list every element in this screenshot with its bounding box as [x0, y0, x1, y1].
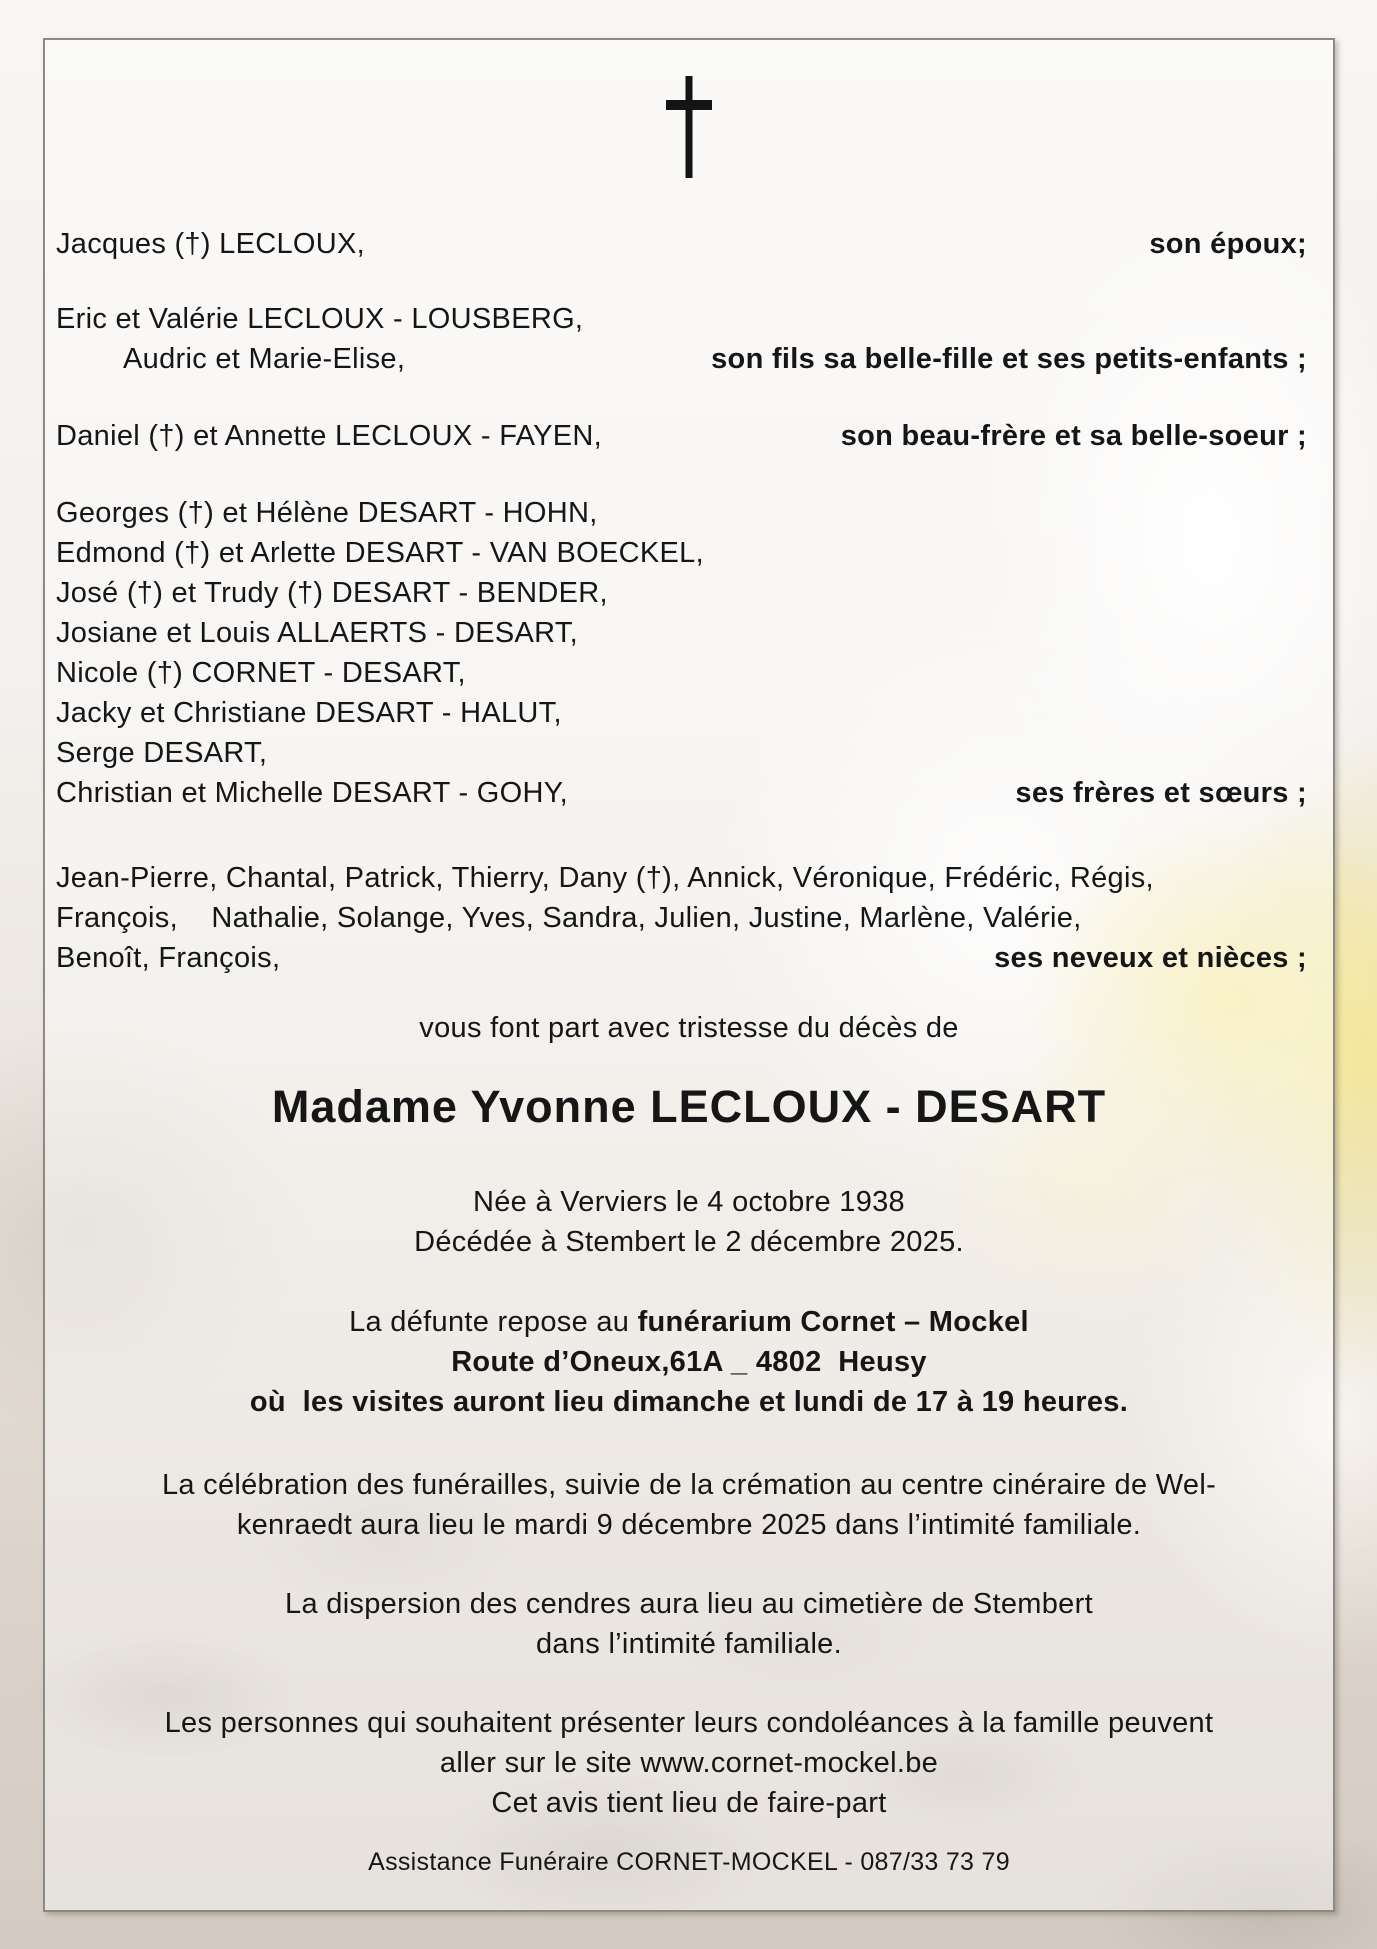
family-row [45, 773, 1333, 813]
family-row [45, 898, 1333, 938]
announcement-text: vous font part avec tristesse du décès de [419, 1012, 959, 1044]
family-row [45, 613, 1333, 653]
family-row [45, 653, 1333, 693]
family-row [45, 493, 1333, 533]
family-names: Nicole (†) CORNET - DESART, [56, 657, 466, 689]
relation-label: ses frères et sœurs ; [1015, 777, 1307, 809]
address-line: Route d’Oneux,61A _ 4802 Heusy [451, 1346, 927, 1378]
relation-label: ses neveux et nièces ; [994, 942, 1307, 974]
family-names: José (†) et Trudy (†) DESART - BENDER, [56, 577, 608, 609]
family-list [45, 224, 1333, 978]
family-names: Jean-Pierre, Chantal, Patrick, Thierry, Dany (†), Annick, Véronique, Frédéric, Régis, [56, 862, 1154, 894]
family-row [45, 533, 1333, 573]
family-names: Audric et Marie-Elise, [123, 343, 406, 375]
family-row [45, 339, 1333, 379]
relation-label: son beau-frère et sa belle-soeur ; [840, 420, 1307, 452]
death-line: Décédée à Stembert le 2 décembre 2025. [414, 1226, 964, 1258]
family-names: François, Nathalie, Solange, Yves, Sandra, Julien, Justine, Marlène, Valérie, [56, 902, 1082, 934]
condolences-website-line: aller sur le site www.cornet-mockel.be [439, 1747, 939, 1779]
family-names: Josiane et Louis ALLAERTS - DESART, [56, 617, 579, 649]
condolences-line-1: Les personnes qui souhaitent présenter leurs condoléances à la famille peuvent [164, 1707, 1214, 1739]
cross-icon [666, 76, 712, 178]
family-names: Jacques (†) LECLOUX, [56, 228, 366, 260]
deceased-name: Madame Yvonne LECLOUX - DESART [271, 1081, 1107, 1132]
funeral-home-name: funérarium Cornet – Mockel [637, 1306, 1029, 1338]
dispersion-line-1: La dispersion des cendres aura lieu au cimetière de Stembert [285, 1588, 1093, 1620]
footer-text: Assistance Funéraire CORNET-MOCKEL - 087/33 73 79 [368, 1848, 1010, 1876]
relation-label: son époux; [1149, 228, 1307, 260]
ceremony-line-1: La célébration des funérailles, suivie de la crémation au centre cinéraire de Wel- [161, 1469, 1217, 1501]
family-names: Jacky et Christiane DESART - HALUT, [56, 697, 562, 729]
family-row [45, 573, 1333, 613]
family-names: Serge DESART, [56, 737, 268, 769]
family-names: Eric et Valérie LECLOUX - LOUSBERG, [56, 303, 584, 335]
family-row [45, 938, 1333, 978]
family-names: Benoît, François, [56, 942, 281, 974]
family-names: Edmond (†) et Arlette DESART - VAN BOECKEL, [56, 537, 704, 569]
relation-label: son fils sa belle-fille et ses petits-enfants ; [711, 343, 1307, 375]
condolences-line-3: Cet avis tient lieu de faire-part [491, 1787, 887, 1819]
visits-line: où les visites auront lieu dimanche et lundi de 17 à 19 heures. [249, 1386, 1129, 1418]
family-names: Christian et Michelle DESART - GOHY, [56, 777, 569, 809]
birth-line: Née à Verviers le 4 octobre 1938 [473, 1186, 905, 1218]
family-row [45, 858, 1333, 898]
family-row [45, 416, 1333, 456]
family-row [45, 733, 1333, 773]
ceremony-line-2: kenraedt aura lieu le mardi 9 décembre 2025 dans l’intimité familiale. [236, 1509, 1142, 1541]
repose-prefix: La défunte repose au [349, 1306, 638, 1338]
dispersion-line-2: dans l’intimité familiale. [536, 1628, 842, 1660]
cross-vertical-bar [686, 76, 693, 178]
family-row [45, 224, 1333, 264]
cross-horizontal-bar [666, 100, 712, 110]
family-row [45, 693, 1333, 733]
family-names: Georges (†) et Hélène DESART - HOHN, [56, 497, 598, 529]
family-row [45, 299, 1333, 339]
memorial-card [43, 38, 1335, 1912]
family-names: Daniel (†) et Annette LECLOUX - FAYEN, [56, 420, 602, 452]
repose-line [45, 1302, 1333, 1342]
